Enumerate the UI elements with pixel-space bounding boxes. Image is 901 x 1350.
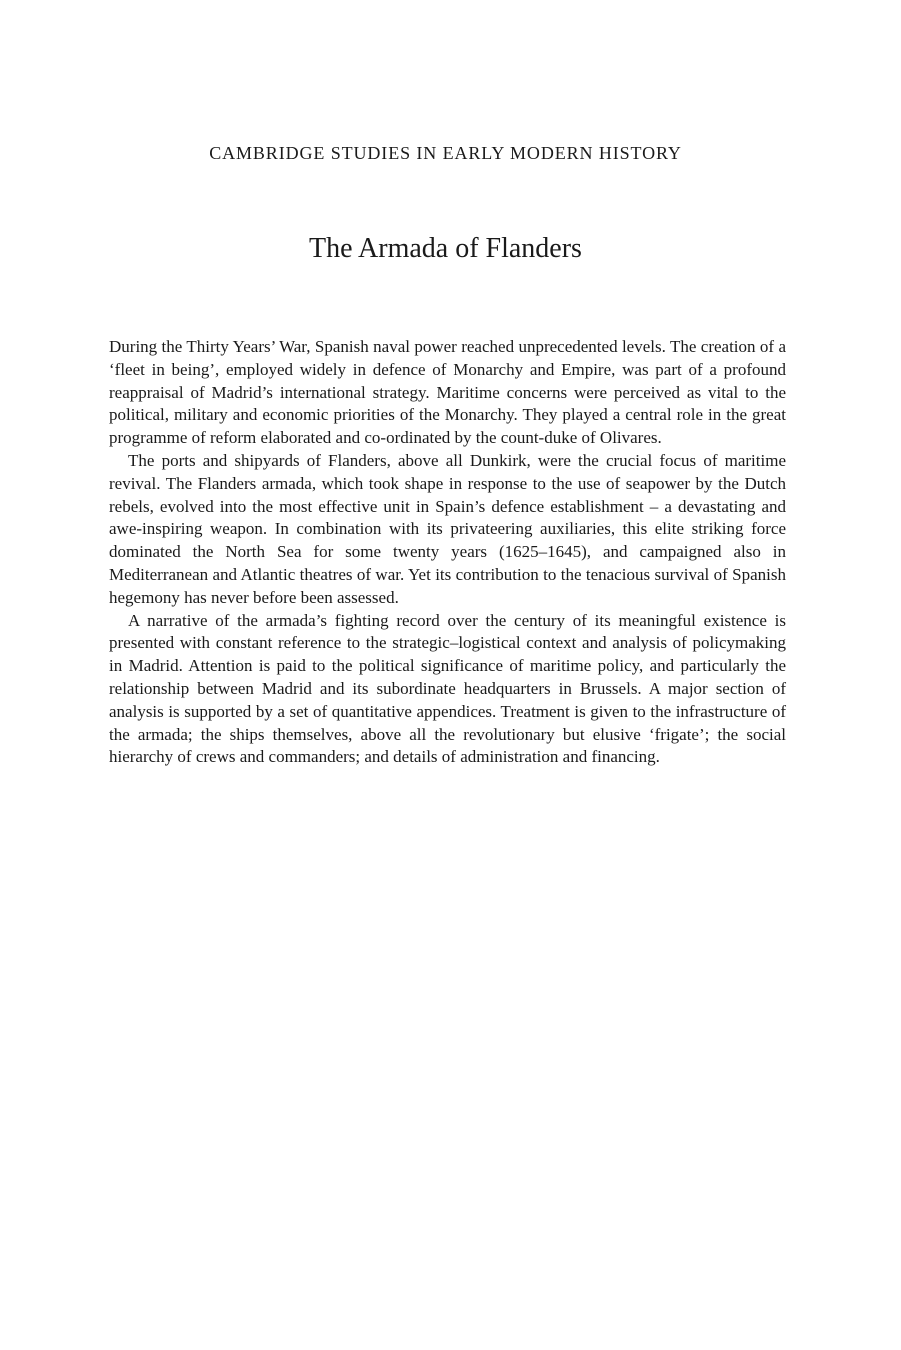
book-description bbox=[109, 336, 786, 769]
description-paragraph-1: During the Thirty Years’ War, Spanish naval power reached unprecedented levels. The creation of a ‘fleet in being’, employed widely in defence of Monarchy and Empire, was part of a profound reappraisal of Madrid’s international strategy. Maritime concerns were perceived as vital to the political, military and economic priorities of the Monarchy. They played a central role in the great programme of reform elaborated and co-ordinated by the count-duke of Olivares. bbox=[109, 337, 786, 448]
series-title: CAMBRIDGE STUDIES IN EARLY MODERN HISTORY bbox=[209, 143, 682, 163]
description-paragraph-3: A narrative of the armada’s fighting record over the century of its meaningful existence is presented with constant reference to the strategic–logistical context and analysis of policymaking in Madrid. Attention is paid to the political significance of maritime policy, and particularly the relationship between Madrid and its subordinate headquarters in Brussels. A major section of analysis is supported by a set of quantitative appendices. Treatment is given to the infrastructure of the armada; the ships themselves, above all the revolutionary but elusive ‘frigate’; the social hierarchy of crews and commanders; and details of administration and financing. bbox=[109, 610, 786, 767]
book-title: The Armada of Flanders bbox=[309, 233, 582, 264]
description-paragraph-2: The ports and shipyards of Flanders, above all Dunkirk, were the crucial focus of maritime revival. The Flanders armada, which took shape in response to the use of seapower by the Dutch rebels, evolved into the most effective unit in Spain’s defence establishment – a devastating and awe-inspiring weapon. In combination with its privateering auxiliaries, this elite striking force dominated the North Sea for some twenty years (1625–1645), and campaigned also in Mediterranean and Atlantic theatres of war. Yet its contribution to the tenacious survival of Spanish hegemony has never before been assessed. bbox=[109, 450, 786, 607]
